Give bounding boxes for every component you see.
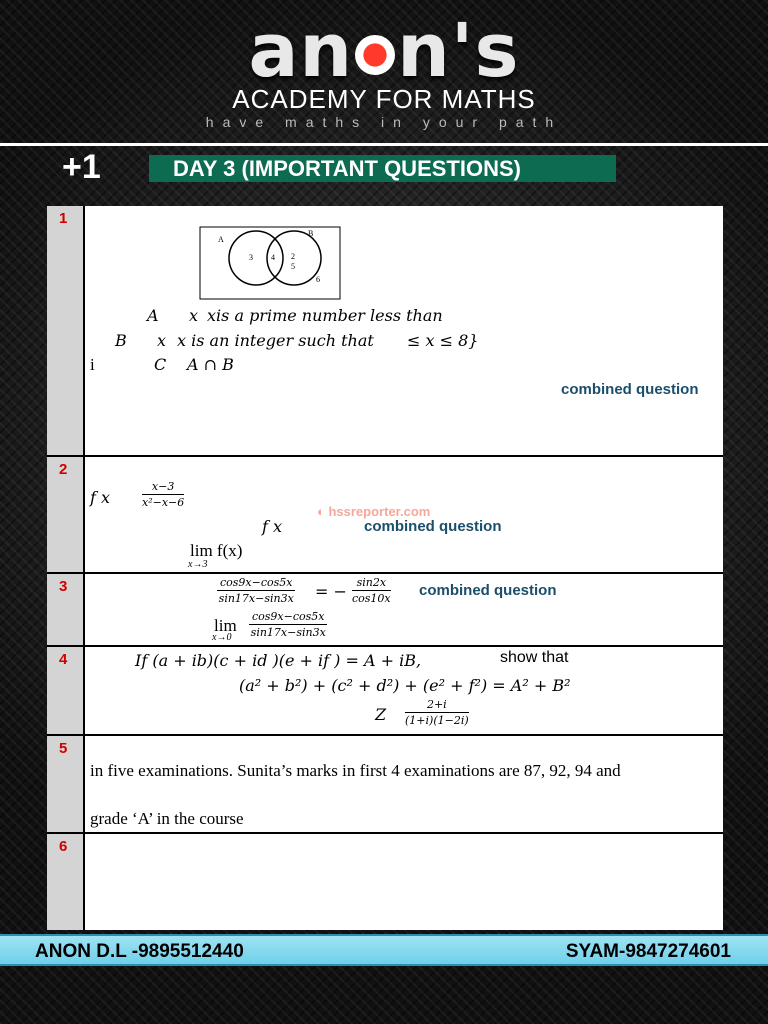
subpart-i: i bbox=[90, 355, 95, 374]
grade-label: +1 bbox=[62, 148, 101, 186]
set-a-symbol: A bbox=[147, 306, 159, 325]
rhs-fraction bbox=[352, 576, 391, 605]
question-row-5 bbox=[47, 736, 723, 834]
set-b-symbol: B bbox=[115, 331, 127, 350]
venn-intersection: 4 bbox=[271, 253, 275, 262]
limit-fraction bbox=[249, 610, 327, 639]
contact-right: SYAM-9847274601 bbox=[565, 941, 731, 962]
brand-text-right: n's bbox=[397, 8, 520, 94]
rhs-denominator: cos10x bbox=[352, 592, 391, 605]
contact-left: ANON D.L -9895512440 bbox=[35, 941, 244, 962]
function-fx-2: f x bbox=[262, 517, 283, 536]
lhs-fraction bbox=[217, 576, 295, 605]
rhs-numerator: sin2x bbox=[352, 576, 391, 591]
day-title-banner: DAY 3 (IMPORTANT QUESTIONS) bbox=[149, 155, 616, 182]
identity-to-prove: (a² + b²) + (c² + d²) + (e² + f²) = A² + B² bbox=[239, 676, 571, 695]
limit-symbol: lim bbox=[214, 616, 237, 635]
set-a-var: x bbox=[189, 306, 199, 325]
limit-denominator: sin17x−sin3x bbox=[250, 626, 326, 639]
header bbox=[0, 0, 768, 145]
question-row-4 bbox=[47, 647, 723, 736]
venn-diagram bbox=[199, 226, 341, 300]
limit-subscript: x→3 bbox=[188, 559, 208, 570]
header-divider bbox=[0, 143, 768, 146]
set-a-definition: xis a prime number less than bbox=[207, 306, 443, 325]
question-number: 4 bbox=[59, 651, 68, 668]
function-fx: f x bbox=[90, 488, 111, 507]
set-c-symbol: C bbox=[154, 355, 167, 374]
intersection-expression: A ∩ B bbox=[187, 355, 234, 374]
z-symbol: Z bbox=[375, 705, 387, 724]
venn-a-only: 3 bbox=[249, 253, 253, 262]
equals-minus: = − bbox=[315, 582, 347, 601]
question-row-6 bbox=[47, 834, 723, 930]
question-number: 2 bbox=[59, 461, 68, 478]
z-fraction bbox=[405, 698, 469, 727]
question-row-3 bbox=[47, 574, 723, 647]
venn-label-a: A bbox=[218, 235, 224, 244]
venn-label-b: B bbox=[308, 229, 314, 238]
question-number: 1 bbox=[59, 210, 68, 227]
function-fraction bbox=[142, 480, 184, 509]
combined-question-label: combined question bbox=[364, 518, 502, 535]
venn-b-only-1: 2 bbox=[291, 252, 295, 261]
lhs-denominator: sin17x−sin3x bbox=[218, 592, 294, 605]
question-5-line-1: in five examinations. Sunita’s marks in first 4 examinations are 87, 92, 94 and bbox=[90, 761, 621, 780]
set-b-definition: x is an integer such that bbox=[177, 331, 374, 350]
combined-question-label: combined question bbox=[419, 582, 557, 599]
limit-expression: lim f(x) bbox=[190, 541, 243, 560]
combined-question-label: combined question bbox=[561, 381, 699, 398]
limit-numerator: cos9x−cos5x bbox=[249, 610, 327, 625]
set-b-var: x bbox=[157, 331, 167, 350]
show-that-text: show that bbox=[500, 649, 569, 666]
question-number: 5 bbox=[59, 740, 68, 757]
brand-dot-icon bbox=[355, 35, 395, 75]
watermark bbox=[317, 504, 430, 519]
complex-product: If (a + ib)(c + id )(e + if ) = A + iB, bbox=[135, 651, 422, 670]
question-number: 3 bbox=[59, 578, 68, 595]
limit-subscript: x→0 bbox=[212, 632, 232, 643]
academy-subtitle: ACADEMY FOR MATHS bbox=[232, 84, 536, 114]
question-5-line-2: grade ‘A’ in the course bbox=[90, 809, 244, 828]
fraction-numerator: x−3 bbox=[142, 480, 184, 495]
fraction-denominator: x²−x−6 bbox=[142, 496, 185, 509]
set-b-condition: ≤ x ≤ 8} bbox=[407, 331, 479, 350]
venn-b-only-2: 5 bbox=[291, 262, 295, 271]
academy-tagline: have maths in your path bbox=[205, 114, 563, 130]
lhs-numerator: cos9x−cos5x bbox=[217, 576, 295, 591]
venn-outside: 6 bbox=[316, 275, 320, 284]
watermark-icon: ◐ bbox=[317, 504, 329, 519]
brand-logo bbox=[0, 8, 768, 94]
question-row-1 bbox=[47, 206, 723, 457]
question-number: 6 bbox=[59, 838, 68, 855]
brand-text-left: an bbox=[248, 8, 354, 94]
z-denominator: (1+i)(1−2i) bbox=[405, 714, 469, 727]
watermark-text: hssreporter.com bbox=[328, 504, 431, 519]
z-numerator: 2+i bbox=[405, 698, 469, 713]
footer-contact-bar bbox=[0, 934, 768, 966]
